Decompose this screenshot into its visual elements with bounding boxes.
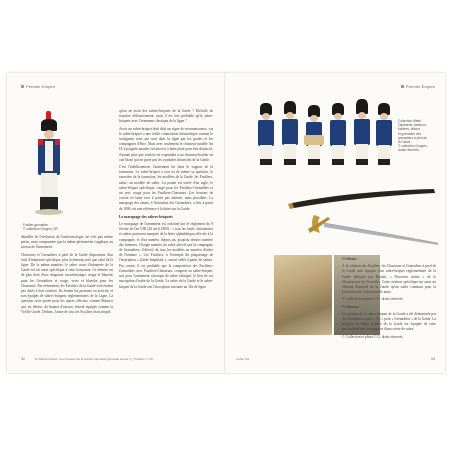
soldier-figure-group [256,99,396,171]
square-icon [21,85,24,88]
figure-group-caption: Collection Watel. Tapisserie, tambour, fusiliers, officier, et grenadier des grenadiers à pied de la Garde. © collection Grappin, droits réservés. [398,119,428,153]
left-text-column-2: qu'on ne avait des sabres-briquets de la Garde ? Difficile de trancher définitivement, mais il est fort probable qu'le sabre-briquets avec l'ornement classique de la ligne ? Avoir un sabre-briquet était déjà un signe de reconnaissance, car le sabre-briquet a une réelle connotation hiérarchique comme le soulignent ceux qui sont dans la ligne par les grades et les compagnies d'élite. Mais avec seulement le chasseur modèle An IX à poignée moulée en laiton et à lame plate pour être distinctif, d'autant plus que vouloir est cependant à un chasseur-boulier en cuir blanc qui ne porte pas les symboles distinctifs de la Garde. C'est l'établissement, l'armement fut dans le support de la formation. Le sabre-briquet a tout eu de même sa question, le caractère de la formation, les modèles de la Garde, les Fusiliers, sabre, un modèle de sabre. La pointe est ornée d'un aigle, le sabre-briquet spécifique, rouge pour les Fusiliers-Grenadiers et un vert, rouge pour les Fusiliers-Chasseurs. Les boutons de cousin en laine rose à partir pas attestés, mais possibles. La marquage des armes, à l'imitation des Grenadiers, a lieu à partir de 1806, est une référence à la lettre sur la Garde. Le marquage des sabres-briquets Le marquage de l'armement est ordonné par le règlement du 9 février de l'an VIII (26 avril 1800) : « tous les fusils, baïonnettes et sabres porteront marqués de la lettre alphabétique affectée à la compagnie, et d'un numéro, depuis un, jusqu'au dernier numéro des hommes. Chaque numéro du sabre affecté que la compagnie de Grenadiers, l'effectif de tous les modèles au numéro d'ordre de l'homme ». Les Fusiliers, à l'exemple du plaquettage de l'inscription « Garde Impériale », seront cédés à partir de sabres. Par contre, il est probable que la composition des Fusiliers-Grenadiers avec Fusiliers-Chasseurs, composé au sabre-briquet, soit pour l'armement classique de sabre fabriqué, le lien de cet inscription d'ordre de la Garde. Le sabre de la Garde et le sabre-briquet de la Garde ont l'inscription suivante au 16e de ligne. [119,109,213,289]
hilt-detail-photo [274,255,332,335]
book-spread [7,73,445,373]
right-captions: Ci-dessus : À la création des Fusiliers, les Chasseurs et Grenadiers à pied de la Garde sont équipés d'un sabre-briquet réglementaire de la Garde fabriqué par Roubet, « Directeur artiste » de la Manufacture de Versailles. Cette création spécifique est aussi un élément distinctif de la Garde qu'un sabre commun pour la fabrication de cette nouvelle arme. © Collection et photo C.G. droits réservés. Ci-dessous : La création de ce sabre-briquet de la Garde a été déterminée par les Grenadiers à pied « G.I » pour « Grenadiers » de la Garde. La poignée de laiton modèle de la Garde est équipée de cette particularité des compagnies d'une scène de sabre. © Collection et photo C.G. droits réservés. [342,257,436,339]
running-head-left: Premier Empire [21,84,55,89]
section-heading: Le marquage des sabres-briquets [119,214,173,219]
left-text-column-1: détaillée de l'évolution de l'uniformologie, ne s'est pas même prévu, mais comprendre que la même phénomène s'applique au niveau de l'armement. Chasseurs et Grenadiers à pied de la Garde disposaient d'un fusil d'infanterie spécifique, plus richement orné que celui de la ligne. De la même manière, le sabre court d'infanterie de la Garde est lui aussi spécifique à cette formation. Ce dernier est de plus doté d'une dragonne caractéristique, rouge et blanche pour les Grenadiers et rouge, verte et blanche pour les Chasseurs. Par évènement, les Fusiliers de la Garde n'en étaient pas dotés à leur création. Ils étaient les premiers en activité, et non équipés de sabres-briquets réglementaires de la Ligne. La question reste posée pour les autres officiers comme Marmot qui, en défaut, du bonnet d'ourson, étaient équipés comme la Vieille Garde. Dedans, l'arme de tous les Fusiliers était simple. [21,235,113,314]
right-page [226,73,445,373]
footer-credit: Dr Michel Pétard. Les Fusiliers de la Garde Impériale (Nouvelle Garde 1). Tradition. n°46. [35,357,154,361]
soldier-figure-left [29,111,69,221]
left-figure-caption: Fusilier-grenadier. © collection Grappin, BP [23,223,58,232]
running-head-right: Premier Empire [401,84,435,89]
page-number-left: 92 [21,357,25,361]
square-icon [401,85,404,88]
page-number-right: 93 [431,357,435,361]
magazine-name-right: Cahier 49 [236,357,250,361]
left-page [7,73,226,373]
sword-photo [284,173,442,247]
